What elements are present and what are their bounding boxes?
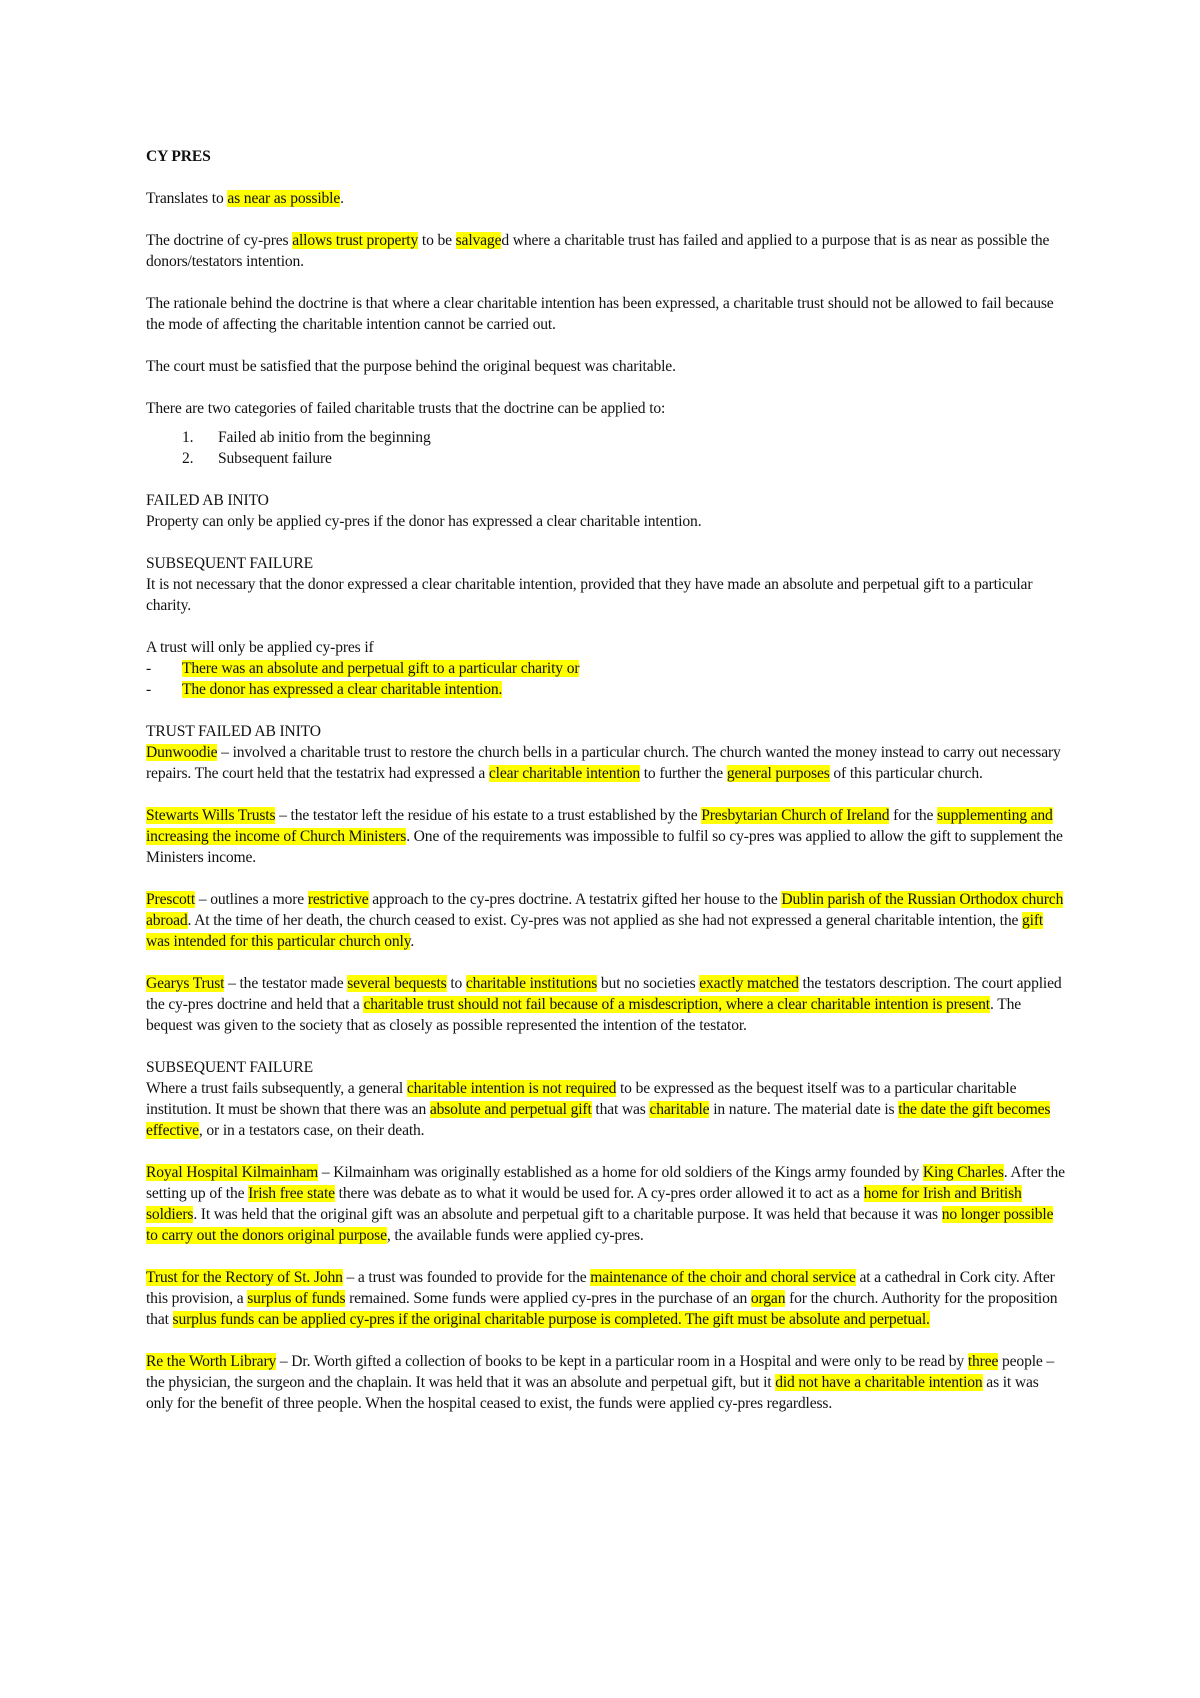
highlight: no longer possible to carry out the donors original purpose <box>146 1206 1054 1244</box>
text-run: as it was only for the benefit of three people. When the hospital ceased to exist, the funds were applied cy-pres regardless. <box>146 1374 1039 1412</box>
highlight: the date the gift becomes effective <box>146 1101 1051 1139</box>
section-text: Property can only be applied cy-pres if the donor has expressed a clear charitable intention. <box>146 513 702 530</box>
document-page <box>146 146 1066 1435</box>
conditions-list <box>146 658 1066 700</box>
section-heading: FAILED AB INITO <box>146 492 269 509</box>
highlight: as near as possible <box>227 190 341 207</box>
highlight: Presbytarian Church of Ireland <box>701 807 890 824</box>
text-run: . <box>340 190 344 207</box>
text-run: Where a trust fails subsequently, a general <box>146 1080 407 1097</box>
section-heading: TRUST FAILED AB INITO <box>146 723 321 740</box>
highlight: King Charles <box>922 1164 1004 1181</box>
subsequent-intro <box>146 1078 1066 1141</box>
case-name: Re the Worth Library <box>146 1353 277 1370</box>
text-run: people – the physician, the surgeon and the chaplain. It was held that it was an absolute and perpetual gift, but it <box>146 1353 1055 1391</box>
categories-lead: There are two categories of failed charitable trusts that the doctrine can be applied to: <box>146 400 666 417</box>
list-number: 2. <box>182 450 194 467</box>
text-run: in nature. The material date is <box>709 1101 899 1118</box>
case-gearys <box>146 973 1066 1036</box>
text-run: for the <box>889 807 938 824</box>
text-run: to further the <box>640 765 727 782</box>
case-name: Dunwoodie <box>146 744 218 761</box>
highlight: organ <box>750 1290 786 1307</box>
text-run: – the testator made <box>224 975 348 992</box>
section-heading: SUBSEQUENT FAILURE <box>146 555 313 572</box>
categories-list <box>146 427 1066 469</box>
highlight: several bequests <box>347 975 447 992</box>
text-run: there was debate as to what it would be used for. A cy-pres order allowed it to act as a <box>334 1185 864 1202</box>
text-run: . The bequest was given to the society that as closely as possible represented the intention of the testator. <box>146 996 1021 1034</box>
highlight: absolute and perpetual gift <box>429 1101 592 1118</box>
highlight: allows trust property <box>292 232 419 249</box>
case-prescott <box>146 889 1066 952</box>
text-run: . At the time of her death, the church ceased to exist. Cy-pres was not applied as she had not expressed a general charitable intention, the <box>187 912 1023 929</box>
text-run: – the testator left the residue of his estate to a trust established by the <box>275 807 702 824</box>
case-name: Prescott <box>146 891 196 908</box>
highlight: gift was intended for this particular church only <box>146 912 1044 950</box>
highlight: restrictive <box>307 891 369 908</box>
highlight: charitable trust should not fail because of a misdescription, where a clear charitable intention is present <box>363 996 990 1013</box>
court-paragraph: The court must be satisfied that the purpose behind the original bequest was charitable. <box>146 358 676 375</box>
text-run: The doctrine of cy-pres <box>146 232 293 249</box>
conditions-lead: A trust will only be applied cy-pres if <box>146 639 374 656</box>
highlight: salvage <box>455 232 502 249</box>
list-item <box>146 427 1066 448</box>
text-run: of this particular church. <box>829 765 983 782</box>
case-name: Royal Hospital Kilmainham <box>146 1164 319 1181</box>
text-run: – Kilmainham was originally established as a home for old soldiers of the Kings army founded by <box>318 1164 923 1181</box>
highlight: charitable institutions <box>465 975 598 992</box>
rationale-paragraph: The rationale behind the doctrine is that where a clear charitable intention has been expressed, a charitable trust should not be allowed to fail because the mode of affecting the charitable intention cannot be carried out. <box>146 295 1054 333</box>
highlight: exactly matched <box>699 975 799 992</box>
text-run: , or in a testators case, on their death. <box>198 1122 425 1139</box>
text-run: the testators description. The court applied the cy-pres doctrine and held that a <box>146 975 1062 1013</box>
highlight: maintenance of the choir and choral service <box>590 1269 856 1286</box>
highlight: three <box>967 1353 999 1370</box>
list-item-text: Subsequent failure <box>218 450 332 467</box>
highlight: Irish free state <box>248 1185 335 1202</box>
text-run: – involved a charitable trust to restore the church bells in a particular church. The church wanted the money instead to carry out necessary repairs. The court held that the testatrix had expressed a <box>146 744 1061 782</box>
list-number: 1. <box>182 429 194 446</box>
text-run: to <box>446 975 466 992</box>
text-run: but no societies <box>597 975 700 992</box>
list-item <box>146 448 1066 469</box>
case-worth-library <box>146 1351 1066 1414</box>
list-item <box>146 658 1066 679</box>
dash-bullet: - <box>146 681 152 698</box>
text-run: – outlines a more <box>195 891 308 908</box>
case-stewarts <box>146 805 1066 868</box>
case-name: Gearys Trust <box>146 975 225 992</box>
doctrine-paragraph <box>146 230 1066 272</box>
case-rectory-st-john <box>146 1267 1066 1330</box>
highlight: charitable intention is not required <box>406 1080 617 1097</box>
text-run: at a cathedral in Cork city. After this provision, a <box>146 1269 1055 1307</box>
text-run: . One of the requirements was impossible to fulfil so cy-pres was applied to allow the gift to supplement the Ministers income. <box>146 828 1063 866</box>
section-subsequent-failure-summary <box>146 553 1066 616</box>
text-run: . <box>410 933 415 950</box>
highlight: surplus of funds <box>247 1290 346 1307</box>
case-royal-hospital <box>146 1162 1066 1246</box>
text-run: – Dr. Worth gifted a collection of books to be kept in a particular room in a Hospital and were only to be read by <box>276 1353 968 1370</box>
section-heading: SUBSEQUENT FAILURE <box>146 1059 313 1076</box>
highlight: did not have a charitable intention <box>775 1374 983 1391</box>
text-run: – a trust was founded to provide for the <box>342 1269 591 1286</box>
translation-paragraph <box>146 188 1066 209</box>
page-title: CY PRES <box>146 148 211 165</box>
highlight: Dublin parish of the Russian Orthodox church abroad <box>146 891 1064 929</box>
text-run: that was <box>591 1101 650 1118</box>
text-run: approach to the cy-pres doctrine. A testatrix gifted her house to the <box>368 891 782 908</box>
list-item-text: Failed ab initio from the beginning <box>218 429 431 446</box>
text-run: to be expressed as the bequest itself was to a particular charitable institution. It must be shown that there was an <box>146 1080 1017 1118</box>
text-run: , the available funds were applied cy-pres. <box>386 1227 644 1244</box>
text-run: . It was held that the original gift was an absolute and perpetual gift to a charitable purpose. It was held that because it was <box>193 1206 942 1223</box>
dash-bullet: - <box>146 660 152 677</box>
text-run: to be <box>418 232 456 249</box>
text-run: d where a charitable trust has failed and applied to a purpose that is as near as possible the donors/testators intention. <box>146 232 1050 270</box>
highlight: There was an absolute and perpetual gift to a particular charity or <box>182 660 580 677</box>
highlight: clear charitable intention <box>488 765 640 782</box>
section-text: It is not necessary that the donor expressed a clear charitable intention, provided that they have made an absolute and perpetual gift to a particular charity. <box>146 576 1033 614</box>
case-dunwoodie <box>146 742 1066 784</box>
case-name: Trust for the Rectory of St. John <box>146 1269 343 1286</box>
text-run: . After the setting up of the <box>146 1164 1065 1202</box>
highlight: The donor has expressed a clear charitable intention. <box>182 681 503 698</box>
case-name: Stewarts Wills Trusts <box>146 807 276 824</box>
list-item <box>146 679 1066 700</box>
text-run: Translates to <box>146 190 228 207</box>
text-run: for the church. Authority for the proposition that <box>146 1290 1058 1328</box>
highlight: charitable <box>649 1101 710 1118</box>
section-failed-ab-initio <box>146 490 1066 532</box>
highlight: home for Irish and British soldiers <box>146 1185 1022 1223</box>
highlight: surplus funds can be applied cy-pres if the original charitable purpose is completed. The gift must be absolute and perpetual. <box>172 1311 930 1328</box>
highlight: general purposes <box>726 765 830 782</box>
text-run: remained. Some funds were applied cy-pres in the purchase of an <box>345 1290 751 1307</box>
highlight: supplementing and increasing the income of Church Ministers <box>146 807 1053 845</box>
